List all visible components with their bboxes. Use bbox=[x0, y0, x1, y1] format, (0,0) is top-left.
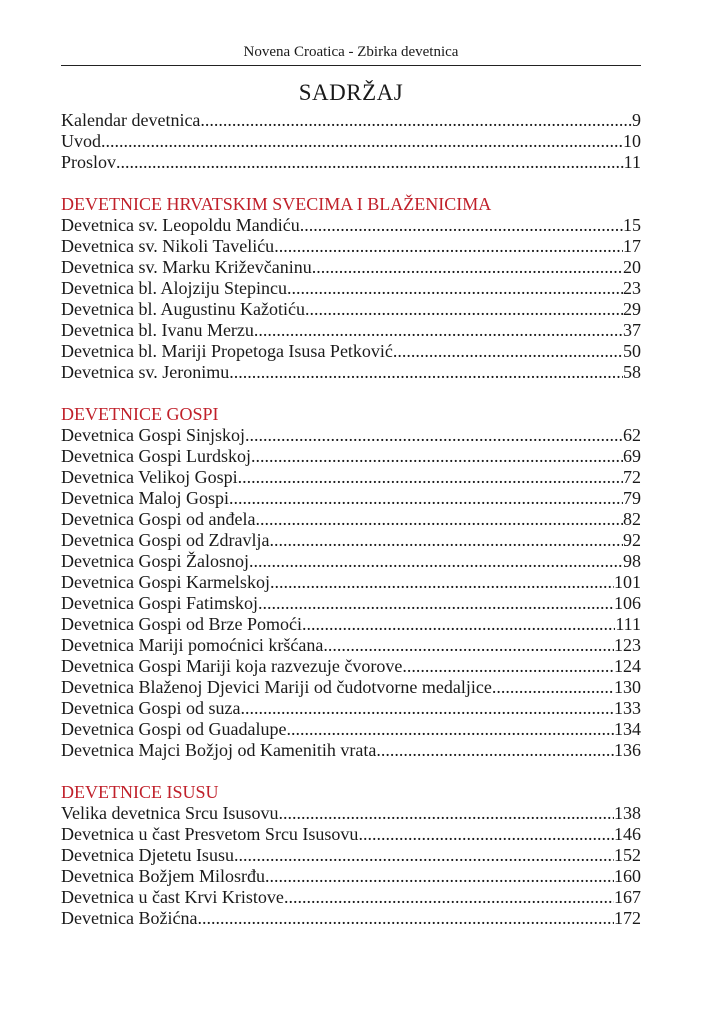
toc-page-number: 98 bbox=[623, 551, 641, 571]
toc-entry-title: Devetnica Gospi Fatimskoj bbox=[61, 593, 258, 613]
toc-entry-title: Devetnica bl. Mariji Propetoga Isusa Petković bbox=[61, 341, 393, 361]
dot-leader bbox=[101, 131, 623, 152]
toc-entry-title: Devetnica u čast Presvetom Srcu Isusovu bbox=[61, 824, 359, 844]
dot-leader bbox=[323, 635, 614, 656]
toc-entry bbox=[61, 719, 641, 740]
toc-page-number: 160 bbox=[614, 866, 641, 886]
toc-entry-title: Devetnica Gospi od anđela bbox=[61, 509, 256, 529]
dot-leader bbox=[492, 677, 614, 698]
toc-entry bbox=[61, 446, 641, 467]
toc-entry-title: Kalendar devetnica bbox=[61, 110, 201, 130]
toc-page-number: 62 bbox=[623, 425, 641, 445]
toc-entry-title: Devetnica Mariji pomoćnici kršćana bbox=[61, 635, 324, 655]
toc-page-number: 152 bbox=[614, 845, 641, 865]
toc-page-number: 133 bbox=[614, 698, 641, 718]
toc-entry bbox=[61, 740, 641, 761]
toc-entry-title: Devetnica u čast Krvi Kristove bbox=[61, 887, 284, 907]
toc-entry bbox=[61, 152, 641, 173]
toc-entry bbox=[61, 131, 641, 152]
toc-page-number: 92 bbox=[623, 530, 641, 550]
toc-page-number: 82 bbox=[623, 509, 641, 529]
toc-page-number: 58 bbox=[623, 362, 641, 382]
dot-leader bbox=[269, 530, 623, 551]
toc-entry-title: Devetnica Blaženoj Djevici Mariji od čudotvorne medaljice bbox=[61, 677, 492, 697]
toc-page-number: 167 bbox=[614, 887, 641, 907]
toc-page-number: 50 bbox=[623, 341, 641, 361]
dot-leader bbox=[287, 278, 623, 299]
dot-leader bbox=[249, 551, 623, 572]
toc-entry-title: Devetnica bl. Alojziju Stepincu bbox=[61, 278, 287, 298]
toc-page-number: 134 bbox=[614, 719, 641, 739]
toc-page-number: 130 bbox=[614, 677, 641, 697]
toc-entry bbox=[61, 215, 641, 236]
toc-entry-title: Devetnica sv. Nikoli Taveliću bbox=[61, 236, 275, 256]
toc-entry bbox=[61, 803, 641, 824]
toc-entry-title: Devetnica Gospi od suza bbox=[61, 698, 241, 718]
toc-page-number: 20 bbox=[623, 257, 641, 277]
toc-page-number: 123 bbox=[614, 635, 641, 655]
toc-entry-title: Devetnica Gospi od Zdravlja bbox=[61, 530, 270, 550]
toc-entry bbox=[61, 635, 641, 656]
document-page bbox=[61, 0, 641, 929]
toc-entry-title: Devetnica Gospi od Guadalupe bbox=[61, 719, 287, 739]
toc-page-number: 37 bbox=[623, 320, 641, 340]
dot-leader bbox=[245, 425, 623, 446]
toc-entry-title: Devetnica Gospi Žalosnoj bbox=[61, 551, 249, 571]
dot-leader bbox=[255, 509, 623, 530]
toc-list bbox=[61, 110, 641, 929]
toc-page-number: 11 bbox=[623, 152, 641, 172]
toc-page-number: 111 bbox=[615, 614, 641, 634]
dot-leader bbox=[402, 656, 614, 677]
toc-entry-title: Devetnica sv. Leopoldu Mandiću bbox=[61, 215, 300, 235]
toc-page-number: 138 bbox=[614, 803, 641, 823]
dot-leader bbox=[197, 908, 614, 929]
toc-entry bbox=[61, 530, 641, 551]
dot-leader bbox=[251, 446, 623, 467]
toc-page-number: 146 bbox=[614, 824, 641, 844]
toc-page-number: 10 bbox=[623, 131, 641, 151]
dot-leader bbox=[238, 467, 623, 488]
toc-page-number: 124 bbox=[614, 656, 641, 676]
toc-entry bbox=[61, 509, 641, 530]
toc-page-number: 23 bbox=[623, 278, 641, 298]
toc-page-number: 72 bbox=[623, 467, 641, 487]
toc-page-number: 136 bbox=[614, 740, 641, 760]
toc-entry bbox=[61, 467, 641, 488]
dot-leader bbox=[229, 362, 623, 383]
toc-title: SADRŽAJ bbox=[298, 80, 404, 105]
dot-leader bbox=[312, 257, 623, 278]
toc-entry-title: Devetnica bl. Ivanu Merzu bbox=[61, 320, 254, 340]
toc-entry-title: Devetnica Božićna bbox=[61, 908, 198, 928]
toc-entry bbox=[61, 425, 641, 446]
toc-entry bbox=[61, 698, 641, 719]
toc-entry bbox=[61, 341, 641, 362]
section-heading: DEVETNICE ISUSU bbox=[61, 782, 219, 802]
dot-leader bbox=[376, 740, 614, 761]
toc-entry bbox=[61, 572, 641, 593]
toc-entry bbox=[61, 257, 641, 278]
toc-entry-title: Devetnica Djetetu Isusu bbox=[61, 845, 234, 865]
toc-entry-title: Devetnica Gospi Mariji koja razvezuje čvorove bbox=[61, 656, 403, 676]
toc-entry bbox=[61, 551, 641, 572]
toc-entry-title: Devetnica Maloj Gospi bbox=[61, 488, 229, 508]
toc-entry bbox=[61, 278, 641, 299]
dot-leader bbox=[200, 110, 632, 131]
toc-entry bbox=[61, 110, 641, 131]
toc-page-number: 17 bbox=[623, 236, 641, 256]
toc-entry-title: Velika devetnica Srcu Isusovu bbox=[61, 803, 279, 823]
dot-leader bbox=[302, 614, 615, 635]
section-heading: DEVETNICE HRVATSKIM SVECIMA I BLAŽENICIMA bbox=[61, 194, 492, 214]
toc-page-number: 9 bbox=[632, 110, 641, 130]
toc-entry bbox=[61, 488, 641, 509]
running-header: Novena Croatica - Zbirka devetnica bbox=[61, 43, 641, 66]
toc-entry bbox=[61, 887, 641, 908]
toc-page-number: 79 bbox=[623, 488, 641, 508]
toc-entry-title: Devetnica sv. Marku Križevčaninu bbox=[61, 257, 312, 277]
dot-leader bbox=[116, 152, 624, 173]
dot-leader bbox=[254, 320, 623, 341]
dot-leader bbox=[284, 887, 614, 908]
toc-entry-title: Devetnica Božjem Milosrđu bbox=[61, 866, 265, 886]
dot-leader bbox=[258, 593, 614, 614]
toc-entry-title: Devetnica bl. Augustinu Kažotiću bbox=[61, 299, 305, 319]
dot-leader bbox=[358, 824, 614, 845]
toc-entry bbox=[61, 845, 641, 866]
toc-entry bbox=[61, 908, 641, 929]
dot-leader bbox=[278, 803, 614, 824]
dot-leader bbox=[229, 488, 623, 509]
dot-leader bbox=[270, 572, 614, 593]
toc-entry-title: Uvod bbox=[61, 131, 101, 151]
toc-entry bbox=[61, 299, 641, 320]
toc-entry bbox=[61, 677, 641, 698]
toc-page-number: 69 bbox=[623, 446, 641, 466]
toc-page-number: 106 bbox=[614, 593, 641, 613]
dot-leader bbox=[393, 341, 623, 362]
toc-entry bbox=[61, 362, 641, 383]
dot-leader bbox=[305, 299, 623, 320]
toc-entry-title: Proslov bbox=[61, 152, 117, 172]
toc-page-number: 29 bbox=[623, 299, 641, 319]
toc-entry-title: Devetnica Gospi Sinjskoj bbox=[61, 425, 245, 445]
toc-entry-title: Devetnica Velikoj Gospi bbox=[61, 467, 238, 487]
toc-entry-title: Devetnica Gospi Lurdskoj bbox=[61, 446, 251, 466]
dot-leader bbox=[234, 845, 614, 866]
toc-entry-title: Devetnica Majci Božjoj od Kamenitih vrata bbox=[61, 740, 377, 760]
toc-page-number: 172 bbox=[614, 908, 641, 928]
toc-entry bbox=[61, 656, 641, 677]
toc-entry bbox=[61, 236, 641, 257]
toc-entry bbox=[61, 614, 641, 635]
toc-page-number: 15 bbox=[623, 215, 641, 235]
dot-leader bbox=[300, 215, 623, 236]
dot-leader bbox=[274, 236, 623, 257]
toc-page-number: 101 bbox=[614, 572, 641, 592]
dot-leader bbox=[240, 698, 614, 719]
toc-entry bbox=[61, 866, 641, 887]
dot-leader bbox=[286, 719, 614, 740]
toc-entry bbox=[61, 320, 641, 341]
toc-entry-title: Devetnica Gospi od Brze Pomoći bbox=[61, 614, 302, 634]
toc-entry bbox=[61, 824, 641, 845]
dot-leader bbox=[265, 866, 614, 887]
section-heading: DEVETNICE GOSPI bbox=[61, 404, 219, 424]
toc-entry bbox=[61, 593, 641, 614]
toc-entry-title: Devetnica Gospi Karmelskoj bbox=[61, 572, 270, 592]
toc-entry-title: Devetnica sv. Jeronimu bbox=[61, 362, 230, 382]
